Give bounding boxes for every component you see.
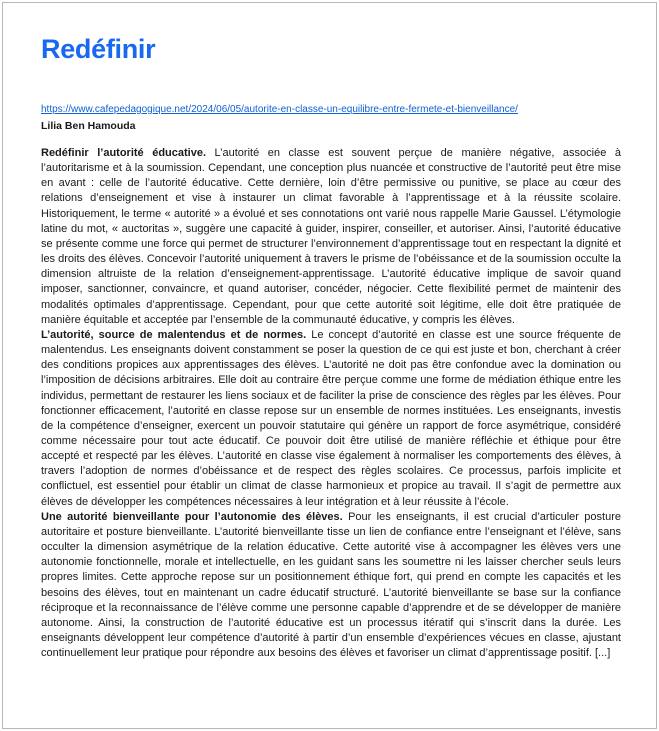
paragraph-text: Le concept d’autorité en classe est une source fréquente de malentendus. Les enseignants doivent constamment se poser la question de ce qui est juste et bon, cherchant à créer des conditions propices aux apprentissages des élèves. L’autorité ne doit pas être confondue avec la domination ou l’imposition de décisions arbitraires. Elle doit au contraire être perçue comme une forme de médiation éthique entre les individus, permettant de restaurer les liens sociaux et de faciliter la prise de conscience des règles par les élèves. Pour fonctionner efficacement, l’autorité en classe repose sur un ensemble de normes instituées. Les enseignants, investis de la compétence d’enseigner, exercent un pouvoir statutaire qui génère un rapport de force asymétrique, considéré comme nécessaire pour tout acte éducatif. Ce pouvoir doit être utilisé de manière réfléchie et éthique pour être accepté et respecté par les élèves. L’autorité en classe vise également à normaliser les comportements des élèves, à travers l’adoption de normes d’obéissance et de respect des règles scolaires. Ce processus, parfois implicite et conflictuel, est essentiel pour établir un climat de classe harmonieux et propice au travail. Il s’agit de permettre aux élèves de développer les compétences nécessaires à leur intégration et à leur réussite à l’école. — [41, 328, 621, 508]
paragraph-lead: L’autorité, source de malentendus et de normes. — [41, 328, 307, 341]
paragraph-lead: Une autorité bienveillante pour l’autonomie des élèves. — [41, 510, 343, 523]
paragraph — [41, 146, 621, 328]
paragraph-lead: Redéfinir l’autorité éducative. — [41, 147, 207, 159]
article-body — [41, 146, 621, 661]
article-hyperlink[interactable]: https://www.cafepedagogique.net/2024/06/05/autorite-en-classe-un-equilibre-entre-fermete-et-bienveillance/ — [41, 104, 518, 115]
paragraph-text: L’autorité en classe est souvent perçue de manière négative, associée à l’autoritarisme et à la soumission. Cependant, une conception plus nuancée et constructive de l’autorité peut être mise en avant : celle de l’autorité éducative. Cette dernière, loin d’être permissive ou punitive, se place au cœur des relations d’enseignement et vise à instaurer un climat favorable à l’apprentissage et à la réussite scolaire. Historiquement, le terme « autorité » a évolué et ses connotations ont varié nous rappelle Marie Gaussel. L’étymologie latine du mot, « auctoritas », suggère une capacité à guider, inspirer, conseiller, et autoriser. Ainsi, l’autorité éducative se présente comme une force qui permet de structurer l’environnement d’apprentissage tout en respectant la dignité et les droits des élèves. Concevoir l’autorité uniquement à travers le prisme de l’obéissance et de la soumission occulte la dimension altruiste de la relation d’enseignement-apprentissage. L’autorité éducative implique de savoir quand imposer, sanctionner, convaincre, et quand autoriser, concéder, négocier. Cette flexibilité permet de maintenir des modalités optimales d’apprentissage. Cependant, pour que cette autorité soit légitime, elle doit être pratiquée de manière équitable et acceptée par l’ensemble de la communauté éducative, y compris les élèves. — [41, 147, 621, 326]
paragraph — [41, 510, 621, 662]
author-name: Lilia Ben Hamouda — [41, 120, 136, 132]
paragraph — [41, 328, 621, 510]
paragraph-text: Pour les enseignants, il est crucial d’articuler posture autoritaire et posture bienveillante. L’autorité bienveillante tisse un lien de confiance entre l’enseignant et l’élève, sans occulter la dimension asymétrique de la relation éducative. Cette autorité vise à accompagner les élèves vers une autonomie fonctionnelle, morale et intellectuelle, en les guidant sans les soumettre ni les laisser chercher seuls leurs propres limites. Cette approche repose sur un positionnement éthique fort, qui prend en compte les capacités et les besoins des élèves, tout en maintenant un cadre éducatif structuré. L’autorité bienveillante se base sur la confiance réciproque et la reconnaissance de l’élève comme une personne capable d’apprendre et de se développer de manière autonome. Ainsi, la construction de l’autorité éducative est un processus itératif qui s’inscrit dans la durée. Les enseignants développent leur compétence d’autorité à partir d’un ensemble d’expériences vécues en classe, ajustant continuellement leur pratique pour répondre aux besoins des élèves et favoriser un climat d’apprentissage positif. [...] — [41, 510, 621, 660]
page-title: Redéfinir — [41, 34, 156, 64]
